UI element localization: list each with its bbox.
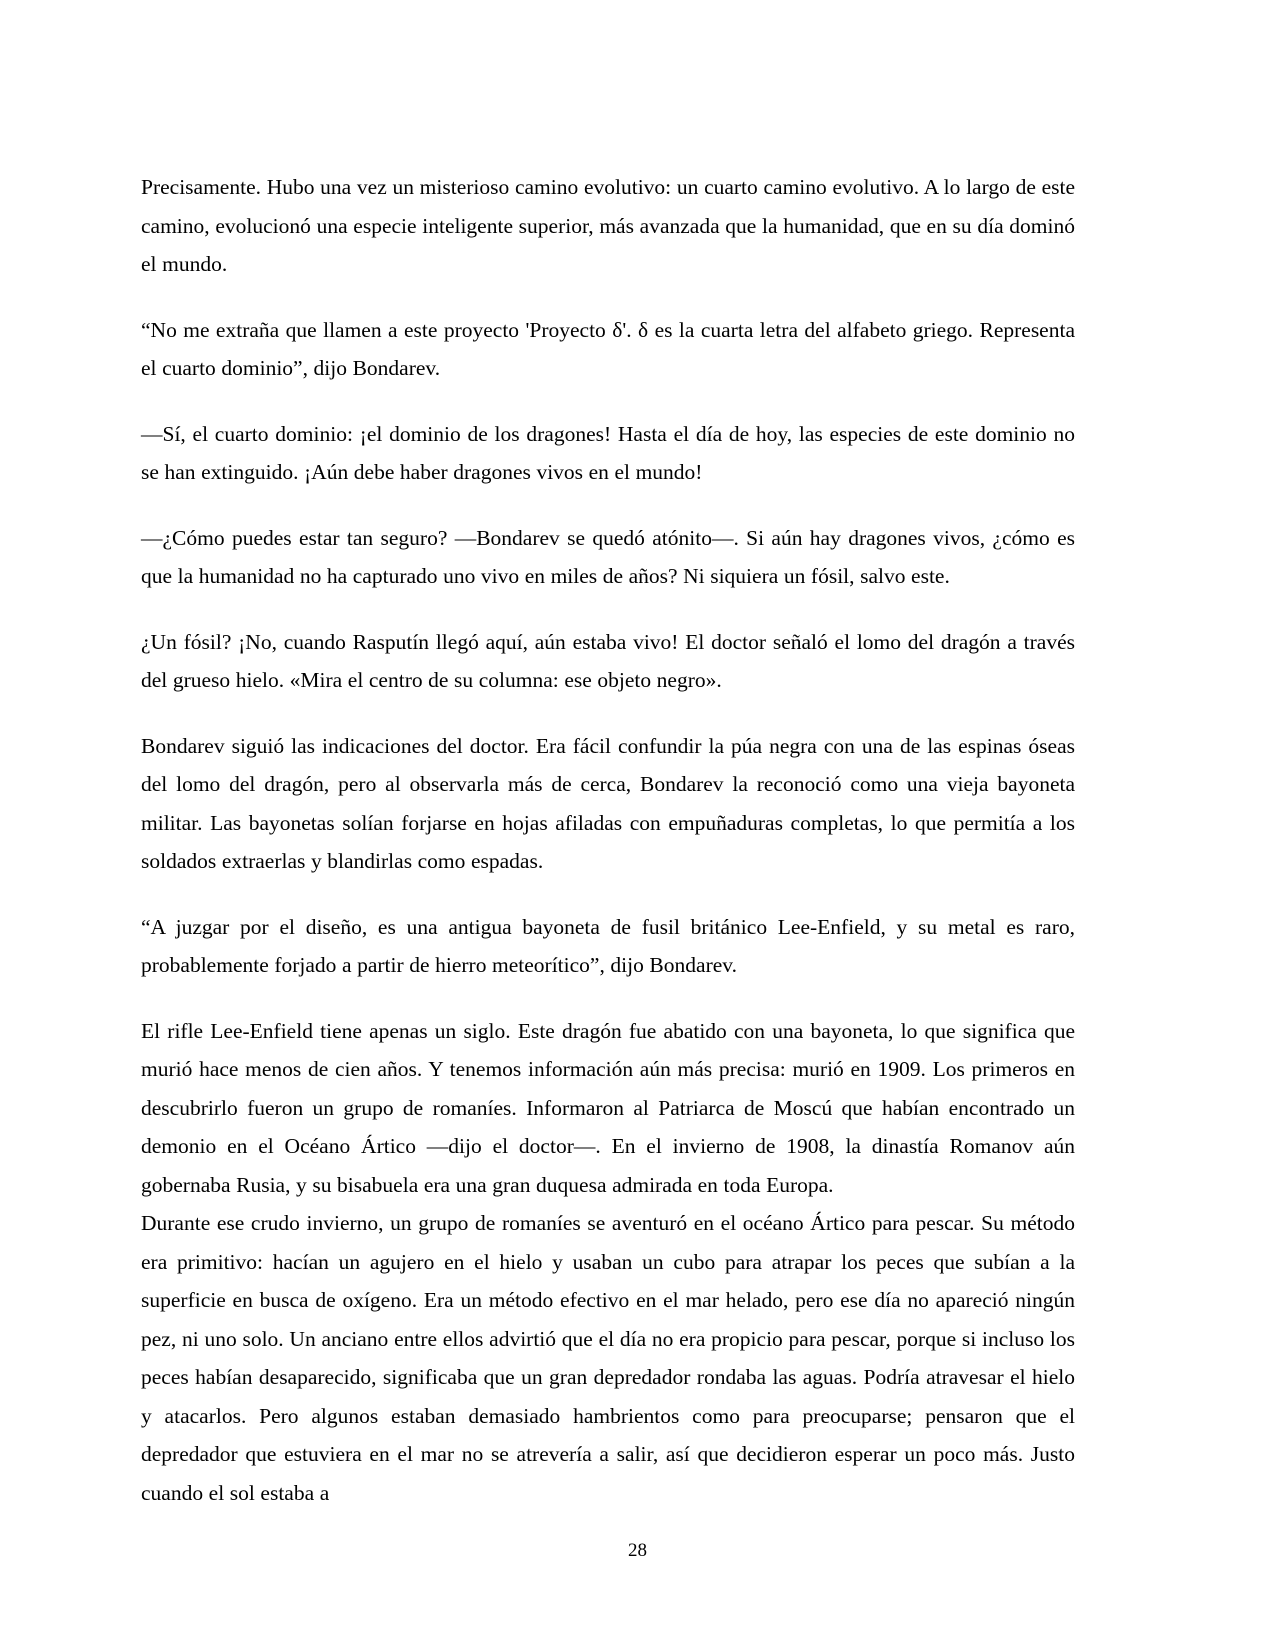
- paragraph-6: Bondarev siguió las indicaciones del doctor. Era fácil confundir la púa negra con una de las espinas óseas del lomo del dragón, pero al observarla más de cerca, Bondarev la reconoció como una vieja bayoneta militar. Las bayonetas solían forjarse en hojas afiladas con empuñaduras completas, lo que permitía a los soldados extraerlas y blandirlas como espadas.: [141, 733, 1075, 873]
- page-number: 28: [628, 1540, 647, 1561]
- page-body-text: [141, 168, 1075, 1512]
- paragraph-8: El rifle Lee-Enfield tiene apenas un siglo. Este dragón fue abatido con una bayoneta, lo que significa que murió hace menos de cien años. Y tenemos información aún más precisa: murió en 1909. Los primeros en descubrirlo fueron un grupo de romaníes. Informaron al Patriarca de Moscú que habían encontrado un demonio en el Océano Ártico —dijo el doctor—. En el invierno de 1908, la dinastía Romanov aún gobernaba Rusia, y su bisabuela era una gran duquesa admirada en toda Europa.: [141, 1018, 1075, 1197]
- paragraph-3: —Sí, el cuarto dominio: ¡el dominio de los dragones! Hasta el día de hoy, las especies de este dominio no se han extinguido. ¡Aún debe haber dragones vivos en el mundo!: [141, 421, 1075, 484]
- paragraph-9: Durante ese crudo invierno, un grupo de romaníes se aventuró en el océano Ártico para pescar. Su método era primitivo: hacían un agujero en el hielo y usaban un cubo para atrapar los peces que subían a la superficie en busca de oxígeno. Era un método efectivo en el mar helado, pero ese día no apareció ningún pez, ni uno solo. Un anciano entre ellos advirtió que el día no era propicio para pescar, porque si incluso los peces habían desaparecido, significaba que un gran depredador rondaba las aguas. Podría atravesar el hielo y atacarlos. Pero algunos estaban demasiado hambrientos como para preocuparse; pensaron que el depredador que estuviera en el mar no se atrevería a salir, así que decidieron esperar un poco más. Justo cuando el sol estaba a: [141, 1211, 1075, 1505]
- paragraph-1: Precisamente. Hubo una vez un misterioso camino evolutivo: un cuarto camino evolutivo. A lo largo de este camino, evolucionó una especie inteligente superior, más avanzada que la humanidad, que en su día dominó el mundo.: [141, 175, 1075, 276]
- paragraph-4: —¿Cómo puedes estar tan seguro? —Bondarev se quedó atónito—. Si aún hay dragones vivos, ¿cómo es que la humanidad no ha capturado uno vivo en miles de años? Ni siquiera un fósil, salvo este.: [141, 525, 1075, 588]
- paragraph-2: “No me extraña que llamen a este proyecto 'Proyecto δ'. δ es la cuarta letra del alfabeto griego. Representa el cuarto dominio”, dijo Bondarev.: [141, 317, 1075, 380]
- paragraph-7: “A juzgar por el diseño, es una antigua bayoneta de fusil británico Lee-Enfield, y su metal es raro, probablemente forjado a partir de hierro meteorítico”, dijo Bondarev.: [141, 914, 1075, 977]
- paragraph-5: ¿Un fósil? ¡No, cuando Rasputín llegó aquí, aún estaba vivo! El doctor señaló el lomo del dragón a través del grueso hielo. «Mira el centro de su columna: ese objeto negro».: [141, 629, 1075, 692]
